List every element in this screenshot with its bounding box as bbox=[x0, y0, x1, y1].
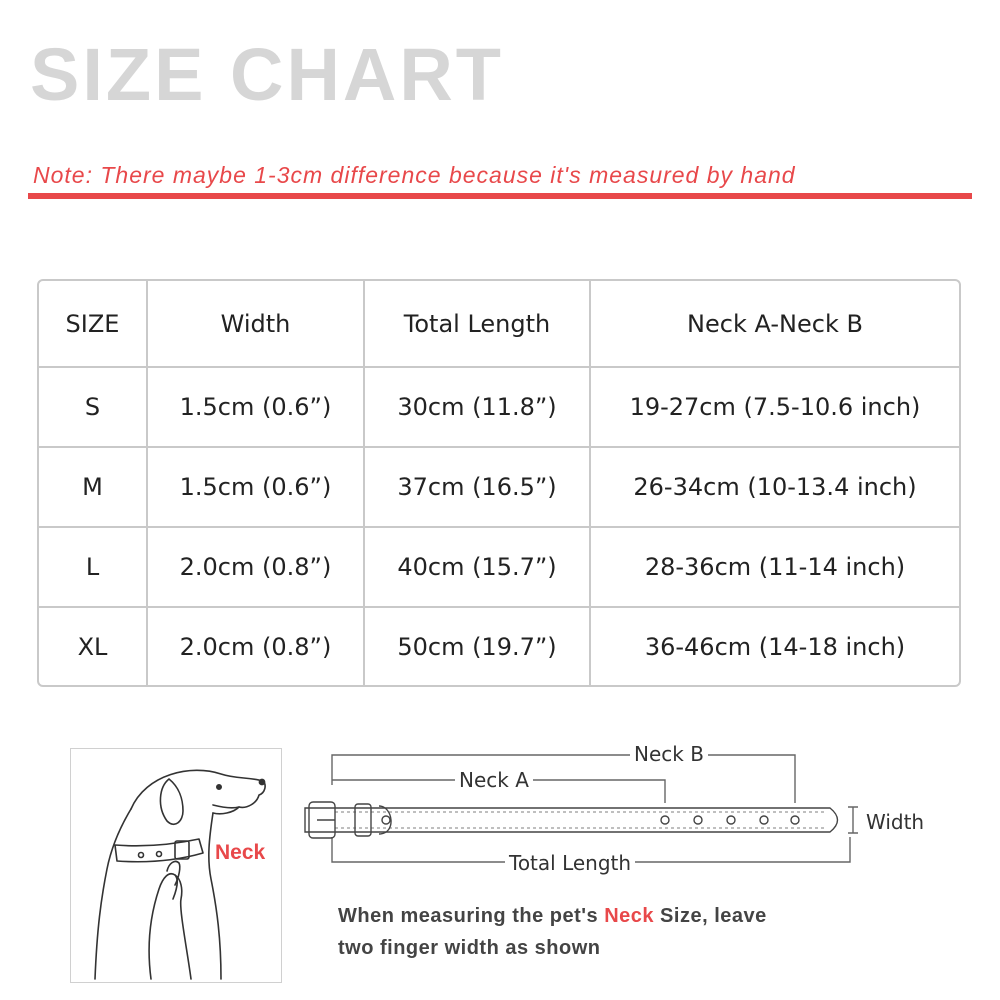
header-width: Width bbox=[147, 281, 364, 367]
header-neck-range: Neck A-Neck B bbox=[590, 281, 959, 367]
cell-width: 1.5cm (0.6”) bbox=[147, 367, 364, 447]
cell-neck-range: 28-36cm (11-14 inch) bbox=[590, 527, 959, 607]
table-header-row bbox=[39, 281, 959, 367]
size-table bbox=[37, 279, 961, 687]
cell-total-length: 30cm (11.8”) bbox=[364, 367, 590, 447]
page-title: SIZE CHART bbox=[30, 33, 504, 116]
neck-label: Neck bbox=[215, 841, 266, 864]
dog-neck-illustration bbox=[71, 749, 281, 982]
cell-total-length: 40cm (15.7”) bbox=[364, 527, 590, 607]
note-underline bbox=[28, 193, 972, 199]
cell-size: L bbox=[39, 527, 147, 607]
table-row bbox=[39, 607, 959, 685]
table-row bbox=[39, 447, 959, 527]
cell-neck-range: 19-27cm (7.5-10.6 inch) bbox=[590, 367, 959, 447]
cell-width: 2.0cm (0.8”) bbox=[147, 527, 364, 607]
instruction-text-2: Size, leave bbox=[654, 905, 767, 927]
cell-total-length: 50cm (19.7”) bbox=[364, 607, 590, 685]
cell-total-length: 37cm (16.5”) bbox=[364, 447, 590, 527]
total-length-label: Total Length bbox=[505, 853, 635, 873]
cell-size: S bbox=[39, 367, 147, 447]
cell-width: 2.0cm (0.8”) bbox=[147, 607, 364, 685]
cell-size: XL bbox=[39, 607, 147, 685]
neck-a-label: Neck A bbox=[455, 770, 533, 790]
cell-width: 1.5cm (0.6”) bbox=[147, 447, 364, 527]
header-total-length: Total Length bbox=[364, 281, 590, 367]
table-row bbox=[39, 367, 959, 447]
table-row bbox=[39, 527, 959, 607]
dog-illustration-frame bbox=[70, 748, 282, 983]
measuring-instruction bbox=[338, 900, 898, 964]
cell-size: M bbox=[39, 447, 147, 527]
cell-neck-range: 26-34cm (10-13.4 inch) bbox=[590, 447, 959, 527]
instruction-text-3: two finger width as shown bbox=[338, 937, 601, 959]
measurement-note: Note: There maybe 1-3cm difference because it's measured by hand bbox=[33, 162, 796, 188]
header-size: SIZE bbox=[39, 281, 147, 367]
instruction-text-1: When measuring the pet's bbox=[338, 905, 605, 927]
instruction-neck-highlight: Neck bbox=[604, 905, 654, 927]
neck-b-label: Neck B bbox=[630, 744, 708, 764]
cell-neck-range: 36-46cm (14-18 inch) bbox=[590, 607, 959, 685]
width-label: Width bbox=[862, 812, 928, 832]
